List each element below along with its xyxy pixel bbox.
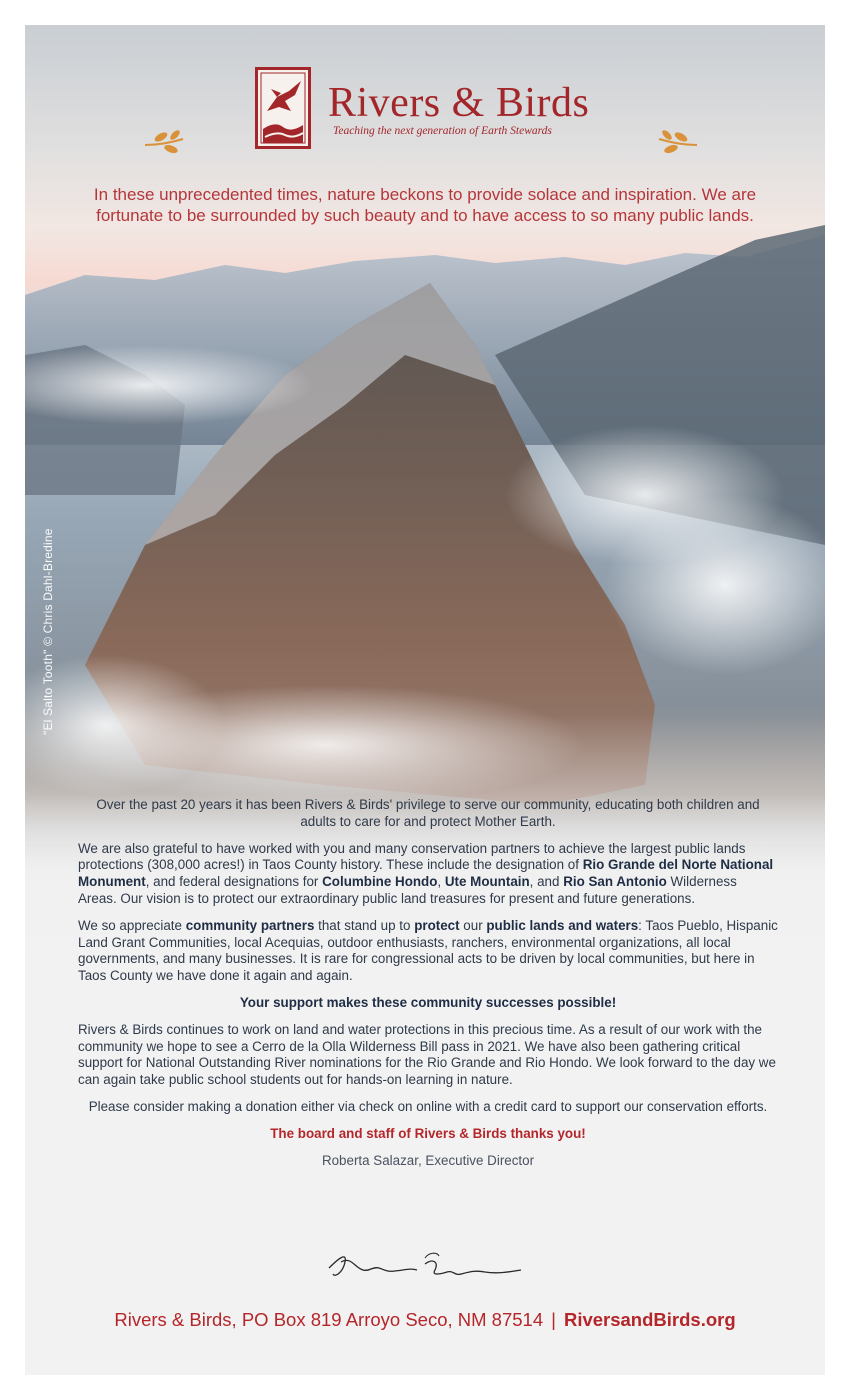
- intro-statement: In these unprecedented times, nature beckons to provide solace and inspiration. We are fortunate to be surrounded by such beauty and to have access to so many public lands.: [93, 185, 757, 225]
- letter-body: [78, 797, 778, 1179]
- wilderness-name: Ute Mountain: [444, 874, 530, 890]
- bird-river-logo-icon: [255, 67, 311, 149]
- donation-appeal: Please consider making a donation either via check on online with a credit card to support our conservation efforts.: [88, 1098, 768, 1114]
- wilderness-name: Rio San Antonio: [563, 874, 667, 890]
- leaf-sprig-icon: [143, 125, 187, 155]
- flyer: [25, 25, 825, 1375]
- text-span: our: [459, 917, 487, 933]
- emphasis: protect: [414, 917, 460, 933]
- text-span: that stand up to: [314, 917, 415, 933]
- photo-credit: "El Salto Tooth" © Chris Dahl-Bredine: [41, 528, 55, 735]
- signatory: Roberta Salazar, Executive Director: [321, 1152, 535, 1168]
- website-link[interactable]: RiversandBirds.org: [563, 1309, 736, 1330]
- text-span: , and federal designations for: [145, 874, 323, 890]
- paragraph-ongoing-work: Rivers & Birds continues to work on land and water protections in this precious time. As a result of our work with the community we hope to see a Cerro de la Olla Wilderness Bill pass in 2021. We have also been gathering critical support for National Outstanding River nominations for the Rio Grande and Rio Hondo. We look forward to the day we can again take public school students out for hands-on learning in nature.: [78, 1021, 776, 1088]
- wilderness-name: Columbine Hondo: [322, 874, 438, 890]
- emphasis: public lands and waters: [486, 917, 639, 933]
- monument-name: Rio Grande del Norte National Monument: [78, 857, 774, 890]
- text-span: We are also grateful to have worked with you and many conservation partners to achieve the largest public lands protections (308,000 acres!) in Taos County history. These include the designation of: [78, 840, 746, 873]
- text-span: Wilderness Areas. Our vision is to protect our extraordinary public land treasures for present and future generations.: [78, 874, 737, 906]
- paragraph-protections: [78, 841, 778, 908]
- handwritten-signature: [325, 1238, 525, 1288]
- paragraph-partners: [78, 918, 778, 985]
- brand-logo[interactable]: [255, 67, 605, 153]
- text-span: We so appreciate: [78, 917, 186, 933]
- footer-separator: |: [551, 1309, 556, 1330]
- emphasis: community partners: [185, 917, 315, 933]
- thanks-line: The board and staff of Rivers & Birds thanks you!: [270, 1125, 586, 1141]
- leaf-sprig-icon: [655, 125, 699, 155]
- contact-footer: [25, 1309, 825, 1331]
- paragraph-history: Over the past 20 years it has been Rivers & Birds' privilege to serve our community, educating both children and adults to care for and protect Mother Earth.: [96, 797, 760, 829]
- brand-name: Rivers & Birds: [328, 80, 590, 126]
- brand-tagline: Teaching the next generation of Earth Stewards: [333, 125, 552, 137]
- text-span: ,: [437, 874, 445, 890]
- text-span: , and: [529, 874, 564, 890]
- mailing-address: Rivers & Birds, PO Box 819 Arroyo Seco, NM 87514: [114, 1309, 544, 1330]
- text-span: : Taos Pueblo, Hispanic Land Grant Communities, local Acequias, outdoor enthusiasts, ranchers, environmental organizations, all local governments, and many businesses. It is rare for congressional acts to be driven by local communities, but here in Taos County we have done it again and again.: [78, 917, 778, 984]
- support-callout: Your support makes these community successes possible!: [239, 994, 617, 1010]
